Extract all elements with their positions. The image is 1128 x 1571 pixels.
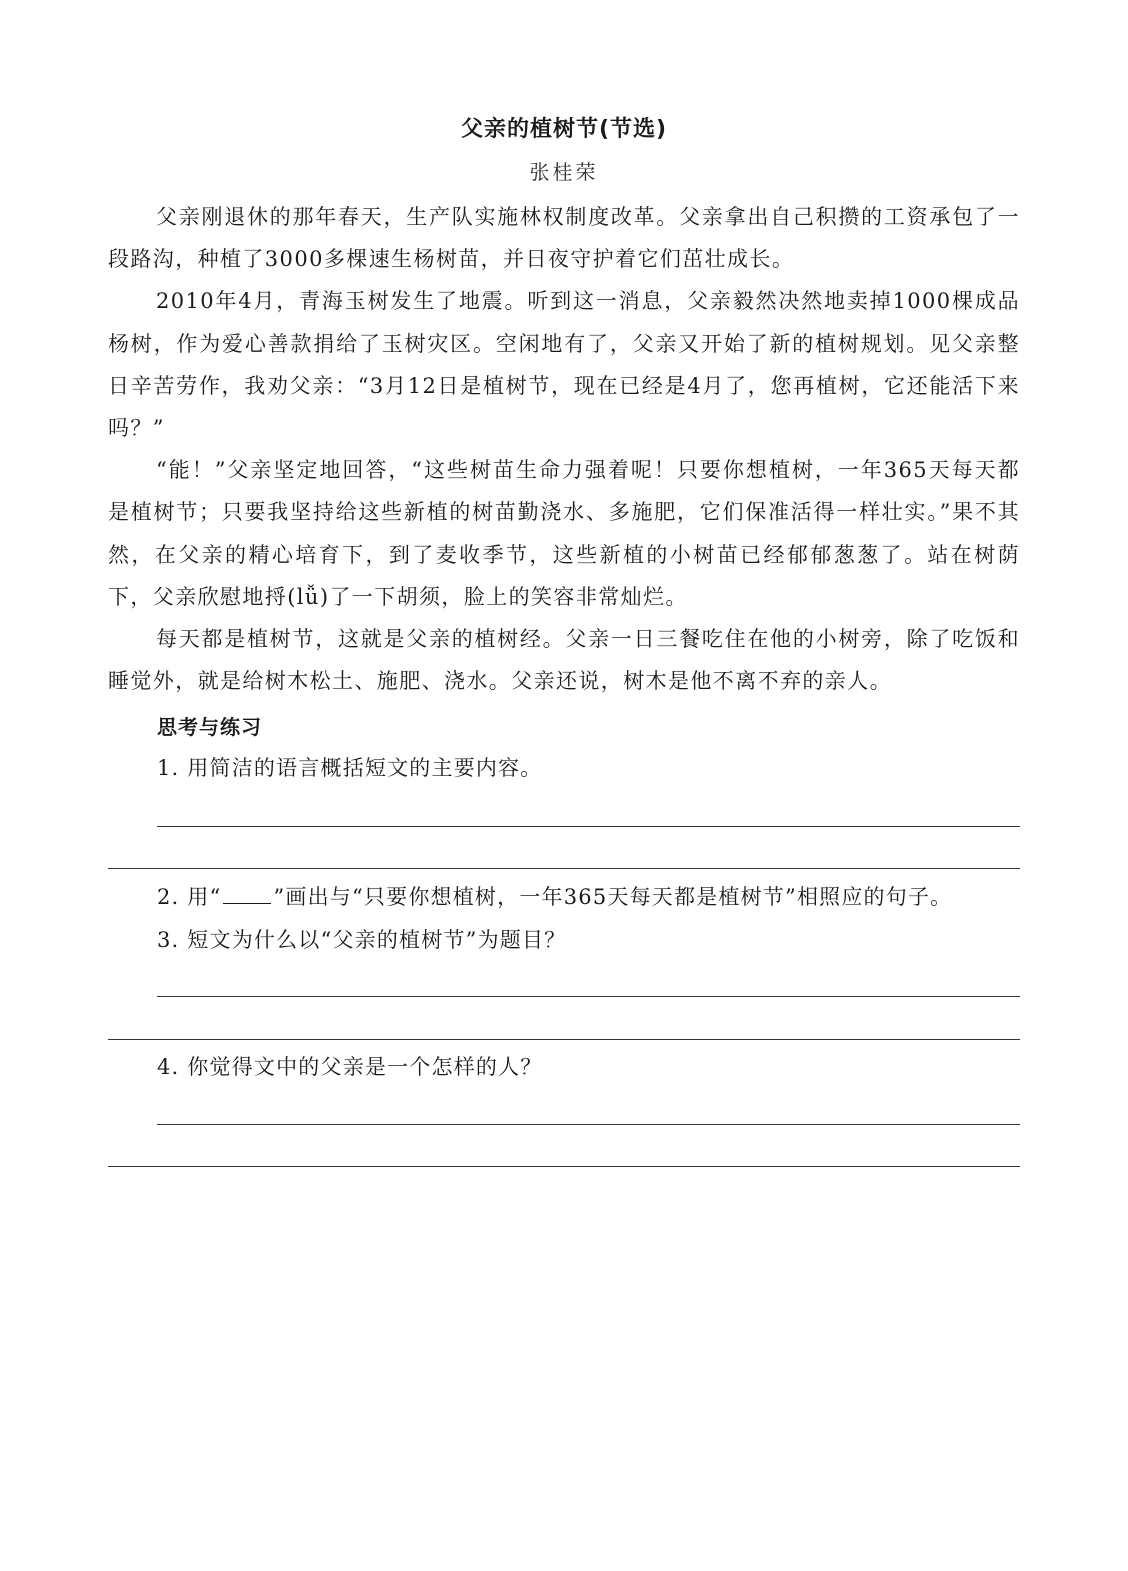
question-3: 3. 短文为什么以“父亲的植树节”为题目？ xyxy=(157,928,567,952)
paragraph-3: “能！”父亲坚定地回答，“这些树苗生命力强着呢！只要你想植树，一年365天每天都是植树节；只要我坚持给这些新植的树苗勤浇水、多施肥，它们保准活得一样壮实。”果不其然，在父亲的精心培育下，到了麦收季节，这些新植的小树苗已经郁郁葱葱了。站在树荫下，父亲欣慰地捋(lǚ)了一下胡须，脸上的笑容非常灿烂。 xyxy=(108,458,1020,609)
question-1: 1. 用简洁的语言概括短文的主要内容。 xyxy=(157,756,543,780)
paragraph-2: 2010年4月，青海玉树发生了地震。听到这一消息，父亲毅然决然地卖掉1000棵成品杨树，作为爱心善款捐给了玉树灾区。空闲地有了，父亲又开始了新的植树规划。见父亲整日辛苦劳作，我劝父亲：“3月12日是植树节，现在已经是4月了，您再植树，它还能活下来吗？” xyxy=(108,289,1020,441)
article-body xyxy=(108,196,1020,702)
underline-marker-sample xyxy=(223,883,271,904)
question-2-prefix: 2. 用“ xyxy=(157,885,222,909)
paragraph-1: 父亲刚退休的那年春天，生产队实施林权制度改革。父亲拿出自己积攒的工资承包了一段路沟，种植了3000多棵速生杨树苗，并日夜守护着它们茁壮成长。 xyxy=(108,205,1020,272)
exercises-heading: 思考与练习 xyxy=(157,715,262,739)
paragraph-4: 每天都是植树节，这就是父亲的植树经。父亲一日三餐吃住在他的小树旁，除了吃饭和睡觉外，就是给树木松土、施肥、浇水。父亲还说，树木是他不离不弃的亲人。 xyxy=(108,627,1020,694)
question-2-suffix: ”画出与“只要你想植树，一年365天每天都是植树节”相照应的句子。 xyxy=(273,885,953,909)
article-author: 张桂荣 xyxy=(529,160,599,184)
answer-line-q4-a[interactable] xyxy=(157,1124,1020,1125)
answer-line-q1-a[interactable] xyxy=(157,826,1020,827)
answer-line-q3-b[interactable] xyxy=(108,1039,1020,1040)
question-2 xyxy=(157,881,952,913)
article-title: 父亲的植树节(节选) xyxy=(460,117,668,142)
answer-line-q1-b[interactable] xyxy=(108,868,1020,869)
answer-line-q3-a[interactable] xyxy=(157,996,1020,997)
answer-line-q4-b[interactable] xyxy=(108,1166,1020,1167)
question-4: 4. 你觉得文中的父亲是一个怎样的人？ xyxy=(157,1055,543,1079)
